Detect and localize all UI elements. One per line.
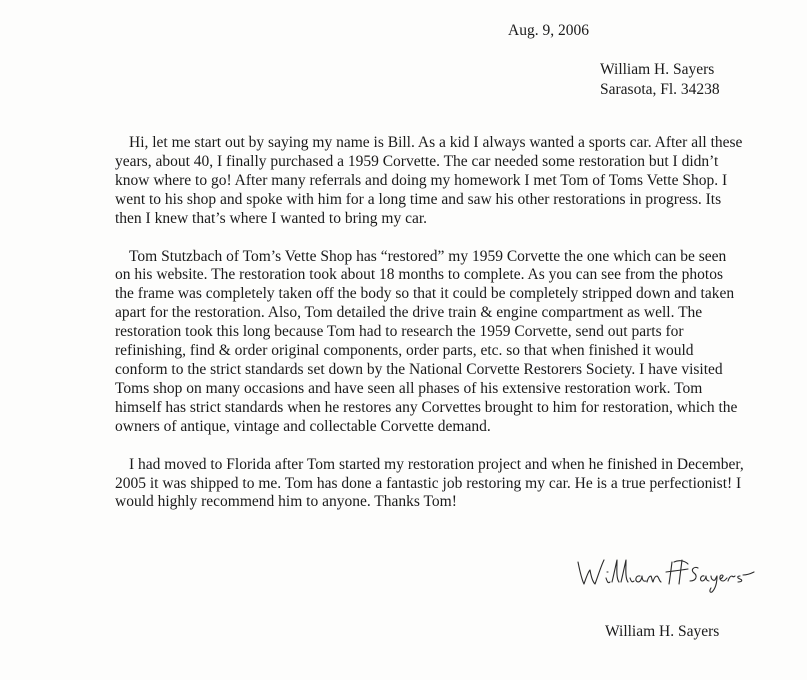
body-paragraph-3: I had moved to Florida after Tom started my restoration project and when he finished in December, 2005 it was shipped to me. Tom has done a fantastic job restoring my car. He is a true perfectionist! I would highly recommend him to anyone. Thanks Tom! <box>115 455 744 511</box>
printed-signatory-name: William H. Sayers <box>605 623 720 640</box>
signature-drawing <box>574 548 764 598</box>
sender-city-line: Sarasota, Fl. 34238 <box>600 80 720 98</box>
sender-name: William H. Sayers <box>600 61 715 78</box>
body-paragraph-2: Tom Stutzbach of Tom’s Vette Shop has “restored” my 1959 Corvette the one which can be seen on his website. The restoration took about 18 months to complete. As you can see from the photos the frame was completely taken off the body so that it could be completely stripped down and taken apart for the restoration. Also, Tom detailed the drive train & engine compartment as well. The restoration took this long because Tom had to research the 1959 Corvette, send out parts for refinishing, find & order original components, order parts, etc. so that when finished it would conform to the strict standards set down by the National Corvette Restorers Society. I have visited Toms shop on many occasions and have seen all phases of his extensive restoration work. Tom himself has strict standards when he restores any Corvettes brought to him for restoration, which the owners of antique, vintage and collectable Corvette demand. <box>115 247 738 435</box>
letter-body <box>115 134 745 531</box>
body-paragraph-1: Hi, let me start out by saying my name is Bill. As a kid I always wanted a sports car. After all these years, about 40, I finally purchased a 1959 Corvette. The car needed some restoration but I didn’t know where to go! After many referrals and doing my homework I met Tom of Toms Vette Shop. I went to his shop and spoke with him for a long time and saw his other restorations in progress. Its then I knew that’s where I wanted to bring my car. <box>115 134 743 227</box>
letter-date: Aug. 9, 2006 <box>508 22 589 39</box>
handwritten-signature <box>574 548 764 598</box>
sender-address-block <box>600 60 720 99</box>
